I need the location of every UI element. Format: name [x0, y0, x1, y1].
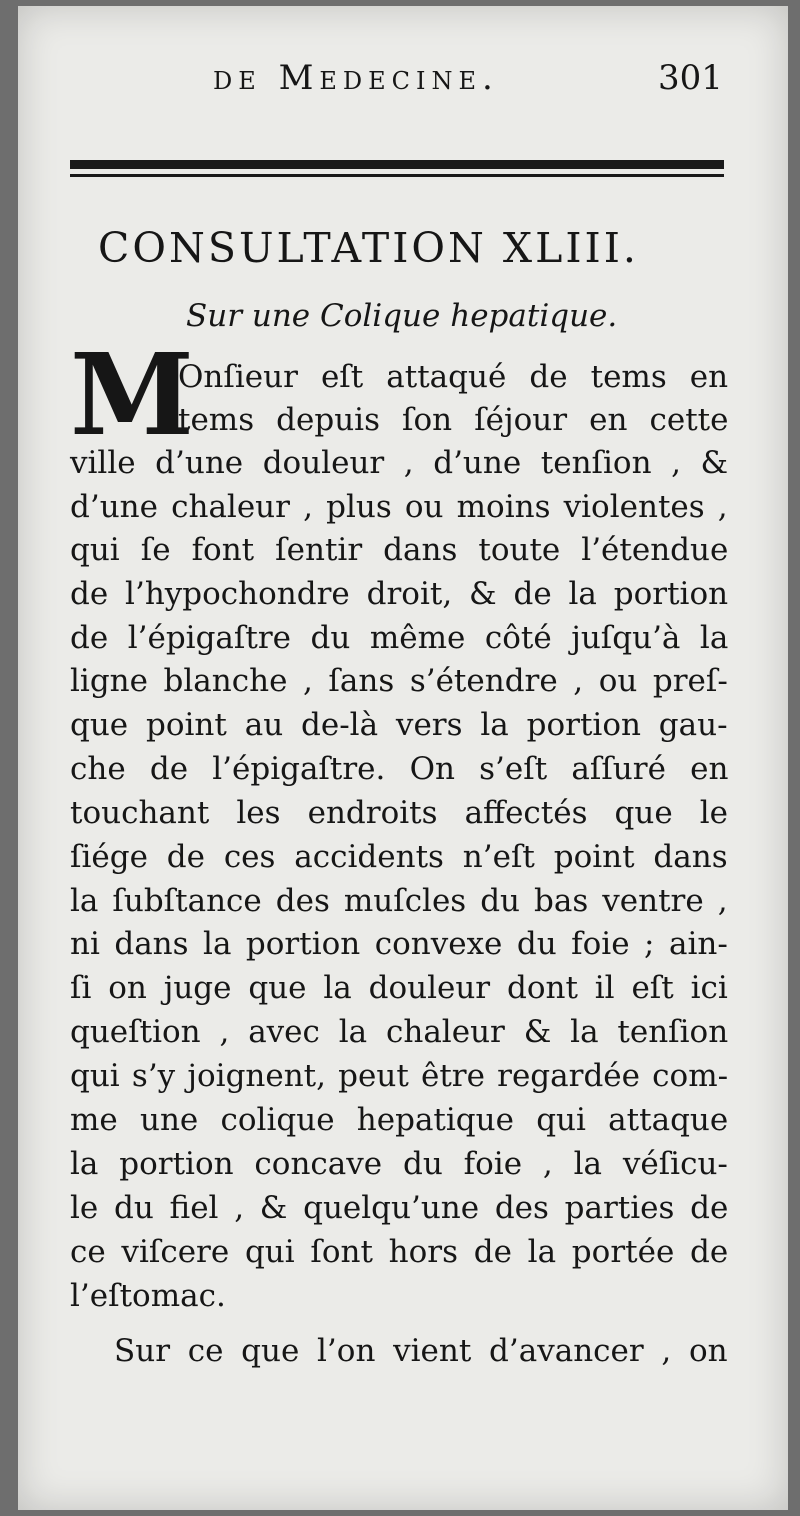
page-number: 301	[658, 58, 723, 98]
header-rule-thin	[70, 174, 724, 177]
text-line: Onſieur eſt attaqué de tems en	[178, 359, 729, 395]
text-line: qui s’y joignent, peut être regardée com-	[70, 1058, 729, 1094]
text-line: la ſubſtance des muſcles du bas ventre ,	[70, 883, 728, 919]
text-line: ſi on juge que la douleur dont il eſt ici	[70, 970, 728, 1006]
text-line: che de l’épigaſtre. On s’eſt aſſuré en	[70, 751, 729, 787]
consultation-title: CONSULTATION XLIII.	[98, 224, 639, 272]
text-line: le du fiel , & quelqu’une des parties de	[70, 1190, 729, 1226]
text-line: ſiége de ces accidents n’eſt point dans	[70, 839, 728, 875]
text-line: Sur ce que l’on vient d’avancer , on	[114, 1333, 728, 1369]
text-line: ce viſcere qui ſont hors de la portée de	[70, 1234, 729, 1270]
text-line: de l’hypochondre droit, & de la portion	[70, 576, 729, 612]
text-line: de l’épigaſtre du même côté juſqu’à la	[70, 620, 729, 656]
text-line: queſtion , avec la chaleur & la tenſion	[70, 1014, 729, 1050]
header-rule-thick	[70, 160, 724, 169]
book-page	[18, 6, 788, 1510]
text-line: me une colique hepatique qui attaque	[70, 1102, 729, 1138]
text-line: qui ſe font ſentir dans toute l’étendue	[70, 532, 729, 568]
running-head: de Medecine.	[213, 58, 499, 98]
text-line: l’eſtomac.	[70, 1278, 226, 1314]
drop-cap: M	[70, 330, 194, 461]
text-line: touchant les endroits affectés que le	[70, 795, 729, 831]
text-line: ni dans la portion convexe du foie ; ain-	[70, 926, 728, 962]
consultation-subtitle: Sur une Colique hepatique.	[186, 298, 618, 334]
text-line: ligne blanche , ſans s’étendre , ou preſ-	[70, 663, 728, 699]
text-line: tems depuis ſon ſéjour en cette	[178, 402, 729, 438]
text-line: que point au de-là vers la portion gau-	[70, 707, 728, 743]
text-line: ville d’une douleur , d’une tenſion , &	[70, 445, 729, 481]
text-line: d’une chaleur , plus ou moins violentes ,	[70, 489, 728, 525]
text-line: la portion concave du foie , la véſicu-	[70, 1146, 728, 1182]
